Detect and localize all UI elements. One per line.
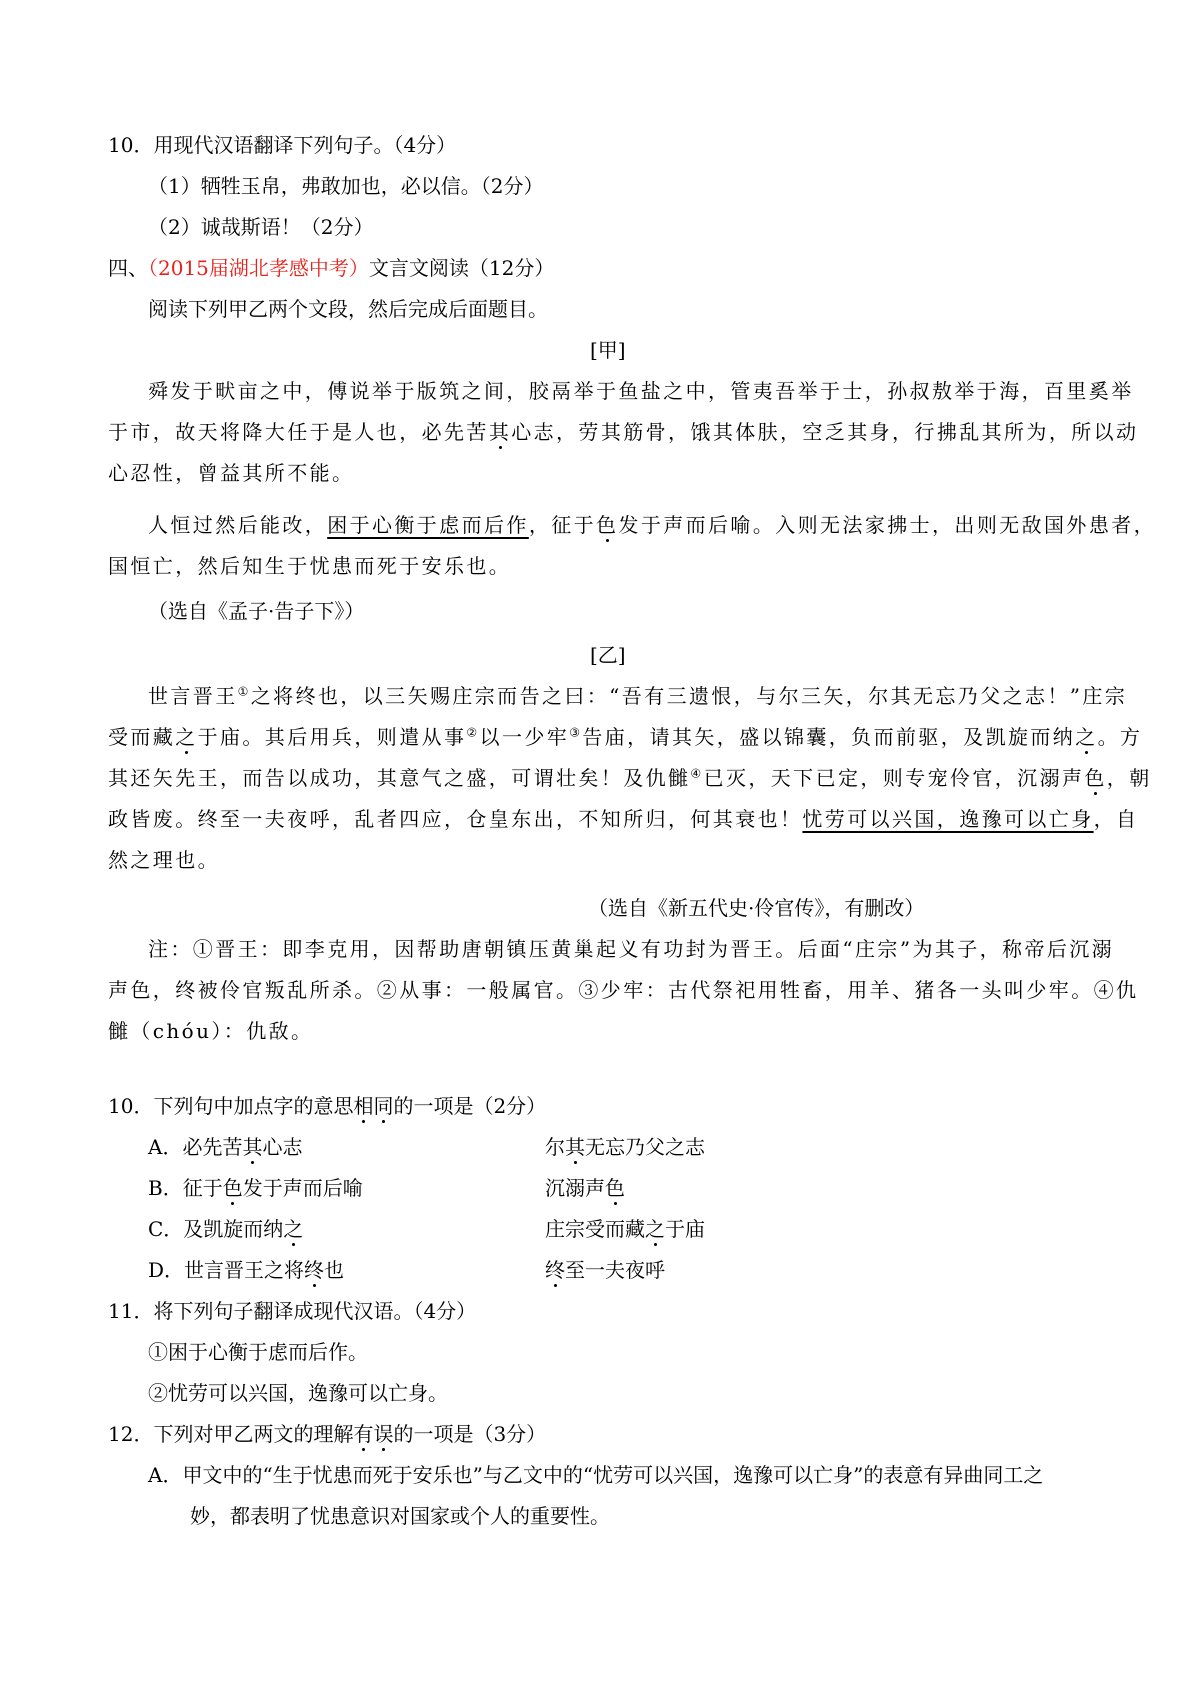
section4-source: （2015届湖北孝感中考） xyxy=(148,256,369,280)
emphasis-dot: 其 xyxy=(242,1135,263,1159)
passage-yi-line: 世言晋王①之将终也，以三矢赐庄宗而告之曰：“吾有三遗恨，与尔三矢，尔其无忘乃父之志！”庄宗 xyxy=(148,684,1128,708)
emphasis-dot: 终 xyxy=(304,1258,325,1282)
emphasis-dot: 之 xyxy=(175,725,198,749)
emphasis-dot: 之 xyxy=(1075,725,1098,749)
emphasis-dot: 有 xyxy=(353,1422,374,1446)
emphasis-dot: 之 xyxy=(283,1217,304,1241)
underlined-sentence: 困于心衡于虑而后作 xyxy=(327,513,529,537)
q11-item-1: ①困于心衡于虑而后作。 xyxy=(148,1340,368,1364)
footnote-line: 声色，终被伶官叛乱所杀。②从事：一般属官。③少牢：古代祭祀用牲畜，用羊、猪各一头叫少牢。④仇 xyxy=(108,978,1139,1002)
footnote-marker: ② xyxy=(466,725,480,740)
emphasis-dot: 相 xyxy=(353,1094,374,1118)
section4-instruction: 阅读下列甲乙两个文段，然后完成后面题目。 xyxy=(148,297,548,321)
emphasis-dot: 其 xyxy=(488,420,512,444)
q10b-option-c-left: C．及凯旋而纳之 xyxy=(148,1217,304,1241)
emphasis-dot: 色 xyxy=(1084,766,1107,790)
footnote-marker: ① xyxy=(237,684,251,699)
emphasis-dot: 终 xyxy=(545,1258,565,1282)
q10b-option-d-right: 终至一夫夜呼 xyxy=(545,1258,665,1282)
q12-option-a-line: A．甲文中的“生于忧患而死于安乐也”与乙文中的“忧劳可以兴国，逸豫可以亡身”的表意有异曲同工之 xyxy=(148,1463,1044,1487)
passage-yi-line: 然之理也。 xyxy=(108,848,220,872)
passage-yi-source: （选自《新五代史·伶官传》，有删改） xyxy=(588,896,925,920)
footnote-marker: ③ xyxy=(569,725,583,740)
emphasis-dot: 之 xyxy=(645,1217,665,1241)
q10b-option-a-left: A．必先苦其心志 xyxy=(148,1135,303,1159)
passage-jia-line: 国恒亡，然后知生于忧患而死于安乐也。 xyxy=(108,554,512,578)
q10a-item-1: （1）牺牲玉帛，弗敢加也，必以信。（2分） xyxy=(148,174,544,198)
q11-item-2: ②忧劳可以兴国，逸豫可以亡身。 xyxy=(148,1381,448,1405)
passage-jia-line: 人恒过然后能改，困于心衡于虑而后作，征于色发于声而后喻。入则无法家拂士，出则无敌国外患者， xyxy=(148,513,1157,537)
emphasis-dot: 色 xyxy=(222,1176,243,1200)
passage-yi-line: 政皆废。终至一夫夜呼，乱者四应，仓皇东出，不知所归，何其衰也！忧劳可以兴国，逸豫可以亡身，自 xyxy=(108,807,1139,831)
q10b-option-c-right: 庄宗受而藏之于庙 xyxy=(545,1217,705,1241)
emphasis-dot: 其 xyxy=(565,1135,585,1159)
q12-title: 12．下列对甲乙两文的理解有误的一项是（3分） xyxy=(108,1422,547,1446)
q10b-option-b-left: B．征于色发于声而后喻 xyxy=(148,1176,363,1200)
q10b-option-d-left: D．世言晋王之将终也 xyxy=(148,1258,345,1282)
q10b-option-b-right: 沉溺声色 xyxy=(545,1176,625,1200)
passage-jia-line: 舜发于畎亩之中，傅说举于版筑之间，胶鬲举于鱼盐之中，管夷吾举于士，孙叔敖举于海，百里奚举 xyxy=(148,379,1134,403)
emphasis-dot: 误 xyxy=(373,1422,394,1446)
footnote-line: 雠（chóu）：仇敌。 xyxy=(108,1019,314,1043)
passage-jia-line: 心忍性，曾益其所不能。 xyxy=(108,461,355,485)
section4-title: 文言文阅读（12分） xyxy=(368,256,555,280)
passage-jia-line: 于市，故天将降大任于是人也，必先苦其心志，劳其筋骨，饿其体肤，空乏其身，行拂乱其所为，所以动 xyxy=(108,420,1139,444)
emphasis-dot: 色 xyxy=(605,1176,625,1200)
passage-jia-source: （选自《孟子·告子下》） xyxy=(148,599,365,623)
section4-prefix: 四、 xyxy=(108,256,148,280)
underlined-sentence: 忧劳可以兴国，逸豫可以亡身 xyxy=(802,807,1094,831)
footnote-line: 注：①晋王：即李克用，因帮助唐朝镇压黄巢起义有功封为晋王。后面“庄宗”为其子，称帝后沉溺 xyxy=(148,937,1115,961)
q10a-item-2: （2）诚哉斯语！（2分） xyxy=(148,215,374,239)
passage-yi-heading: [乙] xyxy=(590,643,626,667)
emphasis-dot: 色 xyxy=(596,513,619,537)
passage-yi-line: 受而藏之于庙。其后用兵，则遣从事②以一少牢③告庙，请其矢，盛以锦囊，负而前驱，及凯旋而纳之。方 xyxy=(108,725,1143,749)
emphasis-dot: 同 xyxy=(373,1094,394,1118)
q10b-title: 10．下列句中加点字的意思相同的一项是（2分） xyxy=(108,1094,547,1118)
q12-option-a-line: 妙，都表明了忧患意识对国家或个人的重要性。 xyxy=(190,1504,610,1528)
section4-header xyxy=(108,253,554,283)
q10a-title: 10．用现代汉语翻译下列句子。（4分） xyxy=(108,133,457,157)
q10b-option-a-right: 尔其无忘乃父之志 xyxy=(545,1135,705,1159)
passage-yi-line: 其还矢先王，而告以成功，其意气之盛，可谓壮矣！及仇雠④已灭，天下已定，则专宠伶官，沉溺声色，朝 xyxy=(108,766,1152,790)
footnote-marker: ④ xyxy=(690,766,704,781)
passage-jia-heading: [甲] xyxy=(590,338,626,362)
q11-title: 11．将下列句子翻译成现代汉语。（4分） xyxy=(108,1299,477,1323)
